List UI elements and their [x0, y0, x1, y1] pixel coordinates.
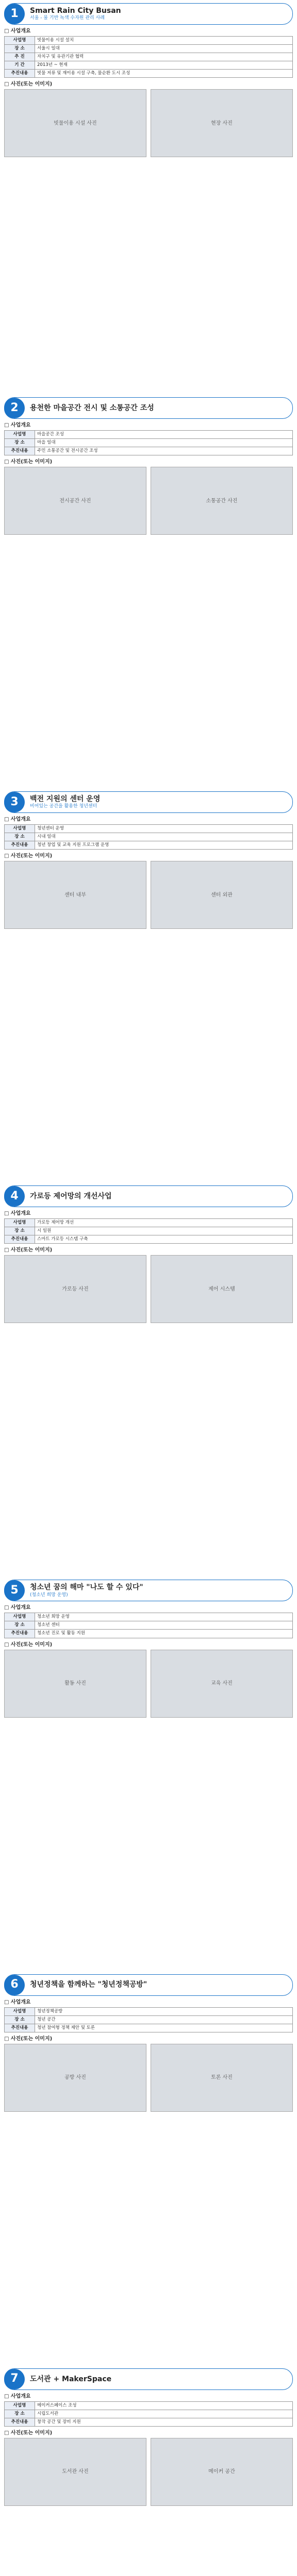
row-key: 장 소: [5, 1227, 35, 1235]
overview-heading: □ 사업개요: [4, 817, 31, 823]
row-key: 사업명: [5, 431, 35, 439]
row-key: 장 소: [5, 2015, 35, 2024]
section-title: [30, 1583, 143, 1598]
section-7: [4, 2368, 293, 2506]
section-3: [4, 791, 293, 929]
row-value: 청년 창업 및 교육 지원 프로그램 운영: [35, 841, 293, 850]
photo-image: 도서관 사진: [4, 2438, 146, 2506]
photos-heading: □ 사진(또는 이미지): [4, 1247, 53, 1253]
table-row: [5, 2418, 293, 2426]
table-row: [5, 37, 293, 45]
section-title-text: Smart Rain City Busan: [30, 7, 121, 15]
photos-heading: □ 사진(또는 이미지): [4, 1641, 53, 1648]
row-key: 사업명: [5, 37, 35, 45]
overview-table: [4, 824, 293, 850]
row-value: 청년 공간: [35, 2015, 293, 2024]
row-key: 사업명: [5, 1219, 35, 1227]
table-row: [5, 2007, 293, 2015]
row-value: 빗물이용 시설 설치: [35, 37, 293, 45]
photos-heading: □ 사진(또는 이미지): [4, 2430, 53, 2436]
photo-image: 공방 사진: [4, 2044, 146, 2112]
overview-table: [4, 2401, 293, 2427]
row-value: 2013년 ~ 현재: [35, 61, 293, 70]
section-subtitle: 비어있는 공간을 활용한 청년센터: [30, 804, 97, 809]
section-number: 3: [4, 792, 25, 812]
section-subtitle: (청소년 희망 운영): [30, 1592, 68, 1598]
section-title-text: 가로등 제어망의 개선사업: [30, 1192, 112, 1201]
overview-table: [4, 430, 293, 455]
table-row: [5, 833, 293, 841]
overview-table: [4, 36, 293, 78]
section-4: [4, 1185, 293, 1323]
section-header: [4, 2368, 293, 2390]
section-number: 2: [4, 398, 25, 418]
table-row: [5, 825, 293, 833]
table-row: [5, 2410, 293, 2418]
row-value: 청년 참여형 정책 제안 및 토론: [35, 2024, 293, 2032]
photo-image: 센터 내부: [4, 861, 146, 929]
photo-image: 제어 시스템: [151, 1255, 293, 1323]
row-key: 추진내용: [5, 1630, 35, 1638]
photo-row: [4, 2438, 293, 2506]
section-header: [4, 3, 293, 25]
row-value: 청소년 희망 운영: [35, 1613, 293, 1621]
photo-row: [4, 467, 293, 535]
overview-heading: □ 사업개요: [4, 1211, 31, 1217]
row-key: 장 소: [5, 1621, 35, 1630]
row-value: 주민 소통공간 및 전시공간 조성: [35, 447, 293, 455]
section-number: 6: [4, 1975, 25, 1995]
table-row: [5, 45, 293, 53]
photo-image: 교육 사진: [151, 1650, 293, 1718]
section-title-text: 도서관 + MakerSpace: [30, 2375, 112, 2383]
overview-table: [4, 2007, 293, 2032]
table-row: [5, 2015, 293, 2024]
row-value: 시 일원: [35, 1227, 293, 1235]
section-header: [4, 1974, 293, 1996]
row-key: 사업명: [5, 2401, 35, 2410]
row-value: 청소년 센터: [35, 1621, 293, 1630]
table-row: [5, 61, 293, 70]
row-key: 장 소: [5, 833, 35, 841]
section-5: [4, 1580, 293, 1717]
row-value: 시내 일대: [35, 833, 293, 841]
row-key: 추진내용: [5, 841, 35, 850]
table-row: [5, 1227, 293, 1235]
row-key: 추진내용: [5, 1235, 35, 1244]
photo-image: 가로등 사진: [4, 1255, 146, 1323]
section-title: [30, 1192, 112, 1201]
row-value: 청년센터 운영: [35, 825, 293, 833]
section-1: [4, 3, 293, 157]
table-row: [5, 1219, 293, 1227]
row-key: 추진내용: [5, 2024, 35, 2032]
table-row: [5, 2024, 293, 2032]
row-key: 사업명: [5, 825, 35, 833]
table-row: [5, 53, 293, 61]
section-title: [30, 1980, 147, 1989]
photos-heading: □ 사진(또는 이미지): [4, 459, 53, 465]
section-title: [30, 6, 121, 22]
photo-image: 토론 사진: [151, 2044, 293, 2112]
section-header: [4, 791, 293, 813]
row-key: 기 간: [5, 61, 35, 70]
section-header: [4, 397, 293, 419]
section-title-text: 청소년 꿈의 해마 "나도 할 수 있다": [30, 1583, 143, 1592]
row-value: 서울시 일대: [35, 45, 293, 53]
section-header: [4, 1580, 293, 1601]
photo-row: [4, 1255, 293, 1323]
photo-image: 현장 사진: [151, 89, 293, 157]
row-value: 마을 일대: [35, 439, 293, 447]
row-value: 메이커스페이스 조성: [35, 2401, 293, 2410]
row-value: 마을공간 조성: [35, 431, 293, 439]
section-number: 7: [4, 2369, 25, 2389]
row-value: 스마트 가로등 시스템 구축: [35, 1235, 293, 1244]
section-title: [30, 403, 154, 413]
row-key: 장 소: [5, 2410, 35, 2418]
table-row: [5, 439, 293, 447]
photo-image: 빗물이용 시설 사진: [4, 89, 146, 157]
row-key: 장 소: [5, 439, 35, 447]
table-row: [5, 1630, 293, 1638]
section-title-text: 용천한 마을공간 전시 및 소통공간 조성: [30, 404, 154, 412]
table-row: [5, 841, 293, 850]
row-value: 가로등 제어망 개선: [35, 1219, 293, 1227]
photo-row: [4, 1650, 293, 1718]
section-title: [30, 794, 100, 810]
section-title-text: 청년정책을 함께하는 "청년정책공방": [30, 1980, 147, 1989]
section-title: [30, 2375, 111, 2384]
row-value: 자치구 및 유관기관 협력: [35, 53, 293, 61]
photo-image: 메이커 공간: [151, 2438, 293, 2506]
photos-heading: □ 사진(또는 이미지): [4, 2036, 53, 2042]
photo-row: [4, 861, 293, 929]
section-number: 1: [4, 4, 25, 24]
overview-table: [4, 1613, 293, 1638]
photos-heading: □ 사진(또는 이미지): [4, 853, 53, 859]
overview-heading: □ 사업개요: [4, 28, 31, 34]
overview-heading: □ 사업개요: [4, 1605, 31, 1611]
table-row: [5, 447, 293, 455]
table-row: [5, 1621, 293, 1630]
table-row: [5, 70, 293, 78]
section-number: 5: [4, 1580, 25, 1601]
row-key: 장 소: [5, 45, 35, 53]
section-number: 4: [4, 1186, 25, 1207]
section-header: [4, 1185, 293, 1207]
row-value: 청소년 진로 및 활동 지원: [35, 1630, 293, 1638]
photo-row: [4, 2044, 293, 2112]
photo-image: 센터 외관: [151, 861, 293, 929]
section-6: [4, 1974, 293, 2112]
row-key: 추진내용: [5, 447, 35, 455]
overview-table: [4, 1218, 293, 1244]
row-value: 빗물 저류 및 재이용 시설 구축, 물순환 도시 조성: [35, 70, 293, 78]
overview-heading: □ 사업개요: [4, 422, 31, 429]
row-value: 청년정책공방: [35, 2007, 293, 2015]
overview-heading: □ 사업개요: [4, 2393, 31, 2399]
section-2: [4, 397, 293, 535]
row-key: 사업명: [5, 1613, 35, 1621]
section-title-text: 백전 지원의 센터 운영: [30, 795, 101, 804]
photo-image: 소통공간 사진: [151, 467, 293, 535]
table-row: [5, 431, 293, 439]
section-subtitle: 서울 - 물 기반 녹색 수자원 관리 사례: [30, 15, 105, 21]
overview-heading: □ 사업개요: [4, 1999, 31, 2005]
table-row: [5, 2401, 293, 2410]
photos-heading: □ 사진(또는 이미지): [4, 81, 53, 88]
table-row: [5, 1235, 293, 1244]
photo-image: 활동 사진: [4, 1650, 146, 1718]
row-key: 추진내용: [5, 2418, 35, 2426]
row-value: 창작 공간 및 장비 지원: [35, 2418, 293, 2426]
row-key: 추 진: [5, 53, 35, 61]
row-key: 추진내용: [5, 70, 35, 78]
table-row: [5, 1613, 293, 1621]
photo-image: 전시공간 사진: [4, 467, 146, 535]
row-value: 시립도서관: [35, 2410, 293, 2418]
row-key: 사업명: [5, 2007, 35, 2015]
photo-row: [4, 89, 293, 157]
